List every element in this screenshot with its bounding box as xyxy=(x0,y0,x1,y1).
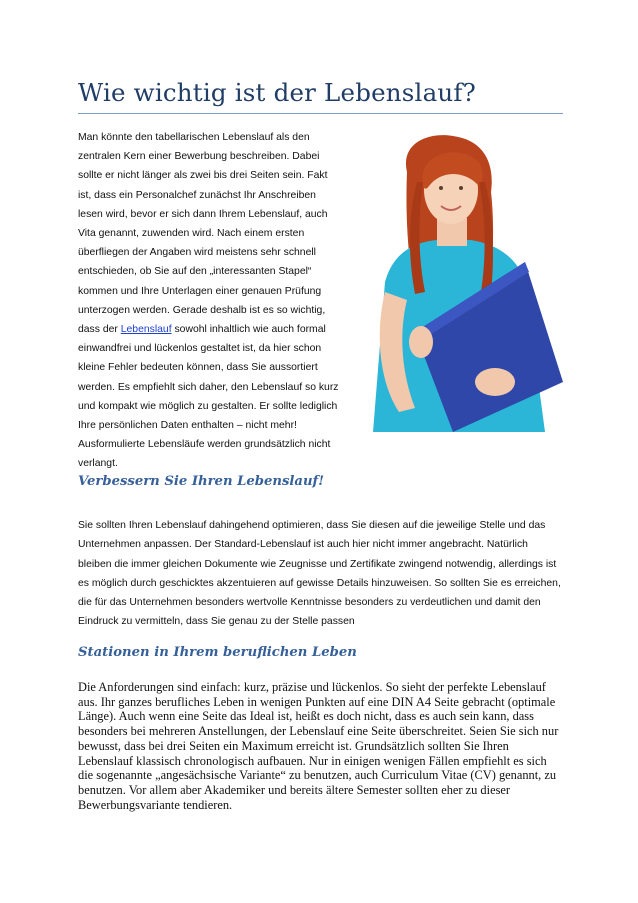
intro-paragraph xyxy=(78,128,340,474)
section-heading-verbessern: Verbessern Sie Ihren Lebenslauf! xyxy=(78,474,325,489)
lebenslauf-link[interactable]: Lebenslauf xyxy=(120,324,172,336)
section-paragraph-stationen: Die Anforderungen sind einfach: kurz, präzise und lückenlos. So sieht der perfekte Lebenslauf aus. Ihr ganzes berufliches Leben in wenigen Punkten auf eine DIN A4 Seite gebracht (optimale Länge). Auch wenn eine Seite das Ideal ist, heißt es doch nicht, dass es auch sein kann, dass besonders bei mehreren Anstellungen, der Lebenslauf eine Seite überschreitet. Seien Sie sich nur bewusst, dass bei drei Seiten ein Maximum erreicht ist. Grundsätzlich sollten Sie Ihren Lebenslauf klassisch chronologisch aufbauen. Nur in einigen wenigen Fällen empfiehlt es sich die sogenannte „angesächsische Variante“ zu benutzen, auch Curriculum Vitae (CV) genannt, zu benutzen. Vor allem aber Akademiker und bereits ältere Semester sollten eher zu dieser Bewerbungsvariante tendieren. xyxy=(78,680,559,812)
intro-text-start: Man könnte den tabellarischen Lebenslauf als den zentralen Kern einer Bewerbung beschreiben. Dabei sollte er nicht länger als zwei bis drei Seiten sein. Fakt ist, dass ein Personalchef zunächst Ihr Anschreiben lesen wird, bevor er sich dann Ihrem Lebenslauf, auch Vita genannt, zuwenden wird. Nach einem ersten überfliegen der Angaben wird meistens sehr schnell entschieden, ob Sie auf den „interessanten Stapel“ kommen und Ihre Unterlagen einer genauen Prüfung unterzogen werden. Gerade deshalb ist es so wichtig, dass der xyxy=(78,132,328,336)
section-heading-stationen: Stationen in Ihrem beruflichen Leben xyxy=(78,645,357,660)
title-underline xyxy=(78,113,563,114)
intro-text-end: sowohl inhaltlich wie auch formal einwandfrei und lückenlos gestaltet ist, da hier schon kleine Fehler bedeuten können, dass Sie aussortiert werden. Es empfiehlt sich daher, den Lebenslauf so kurz und kompakt wie möglich zu gestalten. Er sollte lediglich Ihre persönlichen Daten enthalten – nicht mehr! Ausformulierte Lebensläufe werden grundsätzlich nicht verlangt. xyxy=(78,324,339,470)
page-title: Wie wichtig ist der Lebenslauf? xyxy=(78,78,476,107)
section-paragraph-verbessern: Sie sollten Ihren Lebenslauf dahingehend optimieren, dass Sie diesen auf die jeweilige Stelle und das Unternehmen anpassen. Der Standard-Lebenslauf ist auch hier nicht immer angebracht. Natürlich bleiben die immer gleichen Dokumente wie Zeugnisse und Zertifikate zwingend notwendig, allerdings ist es möglich durch geschicktes akzentuieren auf gewisse Details hinzuweisen. So sollten Sie es erreichen, die für das Unternehmen besonders wertvolle Kenntnisse besonders zu verdeutlichen und damit den Eindruck zu vermitteln, dass Sie genau zu der Stelle passen xyxy=(78,520,561,628)
woman-holding-folder-photo xyxy=(345,132,565,432)
